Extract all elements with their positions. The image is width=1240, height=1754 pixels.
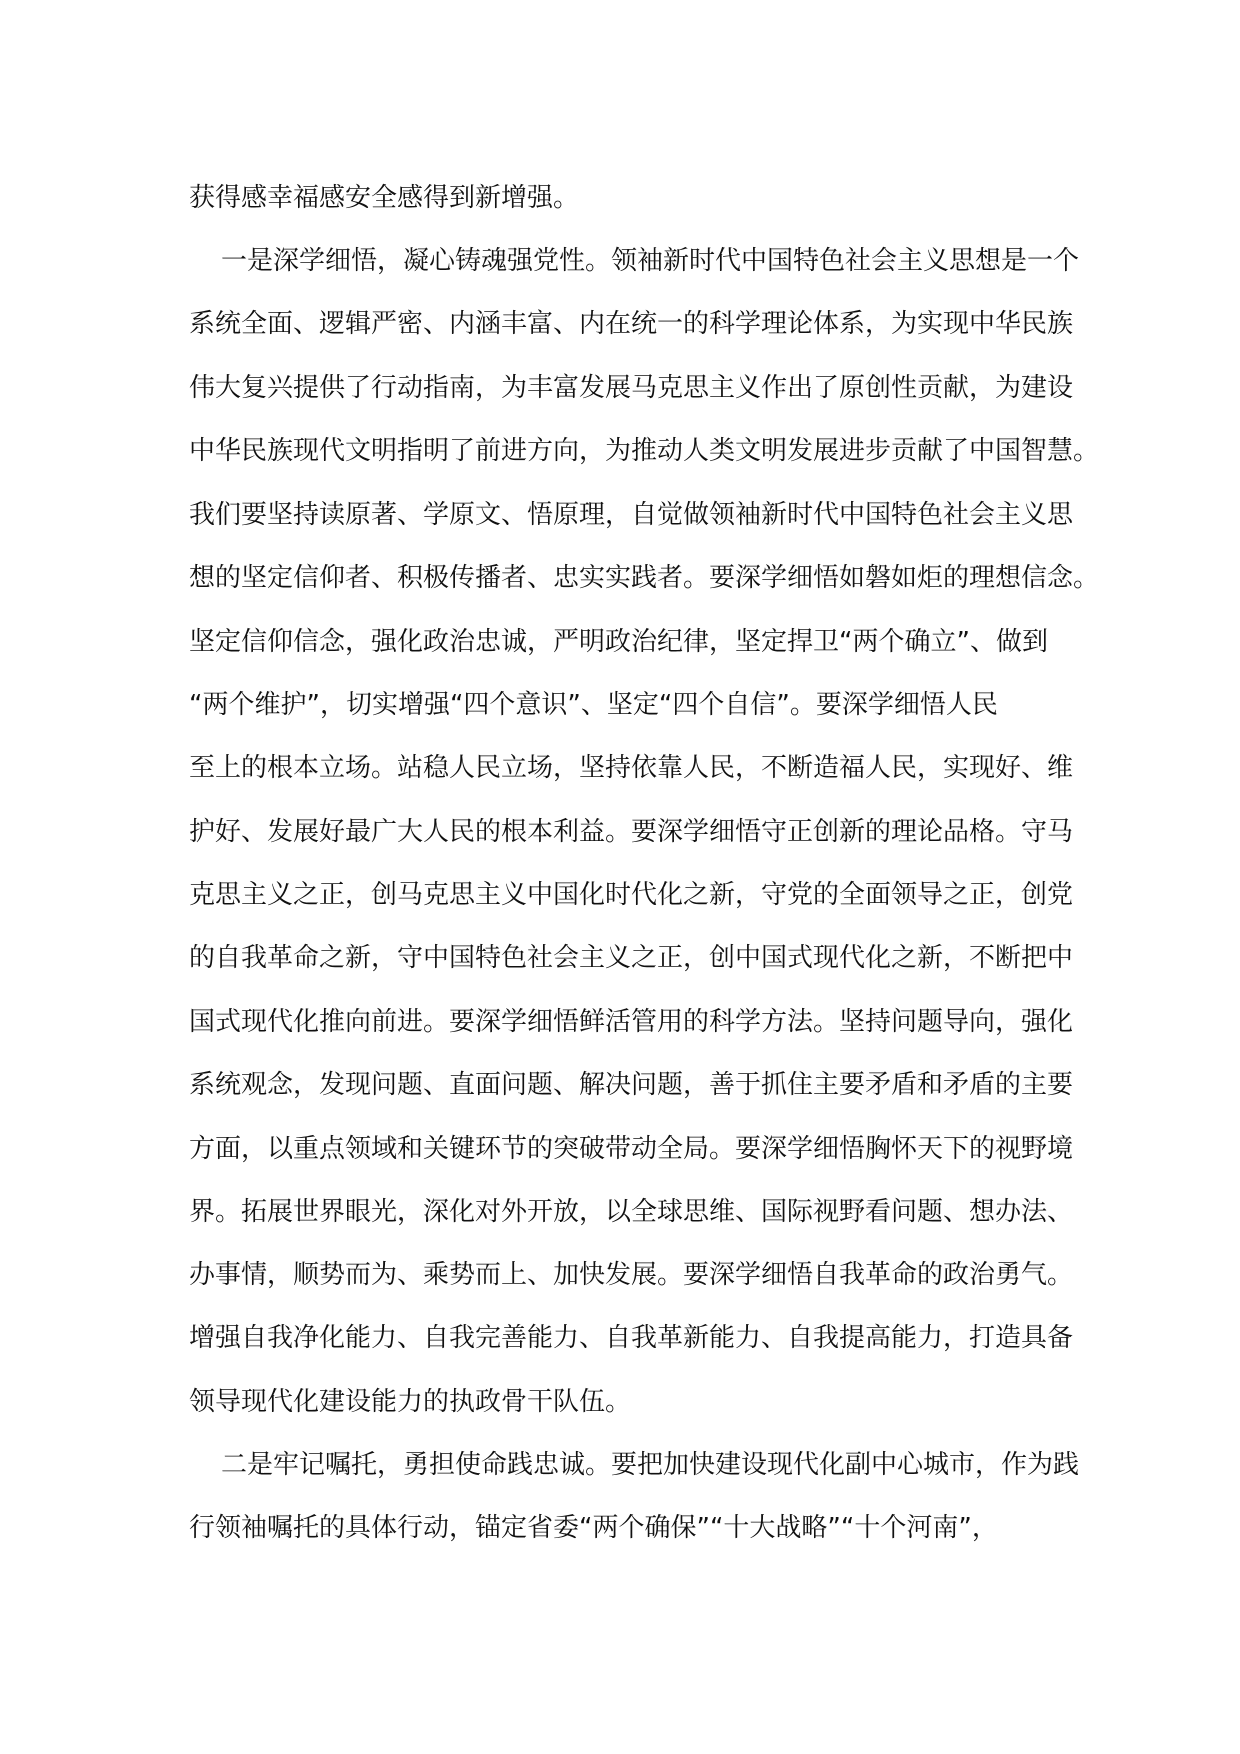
text-line: 想的坚定信仰者、积极传播者、忠实实践者。要深学细悟如磐如炬的理想信念。 bbox=[189, 563, 1100, 593]
text-line: 国式现代化推向前进。要深学细悟鲜活管用的科学方法。坚持问题导向，强化 bbox=[189, 1007, 1074, 1037]
text-line: 方面，以重点领域和关键环节的突破带动全局。要深学细悟胸怀天下的视野境 bbox=[189, 1134, 1074, 1164]
text-line: 至上的根本立场。站稳人民立场，坚持依靠人民，不断造福人民，实现好、维 bbox=[189, 753, 1074, 783]
text-line: 的自我革命之新，守中国特色社会主义之正，创中国式现代化之新，不断把中 bbox=[189, 943, 1074, 973]
text-line: 伟大复兴提供了行动指南，为丰富发展马克思主义作出了原创性贡献，为建设 bbox=[189, 373, 1074, 403]
text-line: 系统观念，发现问题、直面问题、解决问题，善于抓住主要矛盾和矛盾的主要 bbox=[189, 1070, 1074, 1100]
text-line: 中华民族现代文明指明了前进方向，为推动人类文明发展进步贡献了中国智慧。 bbox=[189, 436, 1100, 466]
text-line: 界。拓展世界眼光，深化对外开放，以全球思维、国际视野看问题、想办法、 bbox=[189, 1197, 1074, 1227]
text-line: 行领袖嘱托的具体行动，锚定省委“两个确保”“十大战略”“十个河南”， bbox=[189, 1513, 998, 1543]
paragraph-start-line: 一是深学细悟，凝心铸魂强党性。领袖新时代中国特色社会主义思想是一个 bbox=[221, 246, 1080, 276]
text-line: 系统全面、逻辑严密、内涵丰富、内在统一的科学理论体系，为实现中华民族 bbox=[189, 309, 1074, 339]
paragraph-start-line: 二是牢记嘱托，勇担使命践忠诚。要把加快建设现代化副中心城市，作为践 bbox=[221, 1450, 1080, 1480]
text-line: 克思主义之正，创马克思主义中国化时代化之新，守党的全面领导之正，创党 bbox=[189, 880, 1074, 910]
text-line: 获得感幸福感安全感得到新增强。 bbox=[189, 183, 580, 213]
text-line: “两个维护”，切实增强“四个意识”、坚定“四个自信”。要深学细悟人民 bbox=[189, 690, 998, 720]
text-line: 坚定信仰信念，强化政治忠诚，严明政治纪律，坚定捍卫“两个确立”、做到 bbox=[189, 627, 1048, 657]
text-line: 我们要坚持读原著、学原文、悟原理，自觉做领袖新时代中国特色社会主义思 bbox=[189, 500, 1074, 530]
text-line: 护好、发展好最广大人民的根本利益。要深学细悟守正创新的理论品格。守马 bbox=[189, 817, 1074, 847]
text-line: 增强自我净化能力、自我完善能力、自我革新能力、自我提高能力，打造具备 bbox=[189, 1323, 1074, 1353]
text-line: 领导现代化建设能力的执政骨干队伍。 bbox=[189, 1387, 632, 1417]
text-line: 办事情，顺势而为、乘势而上、加快发展。要深学细悟自我革命的政治勇气。 bbox=[189, 1260, 1074, 1290]
